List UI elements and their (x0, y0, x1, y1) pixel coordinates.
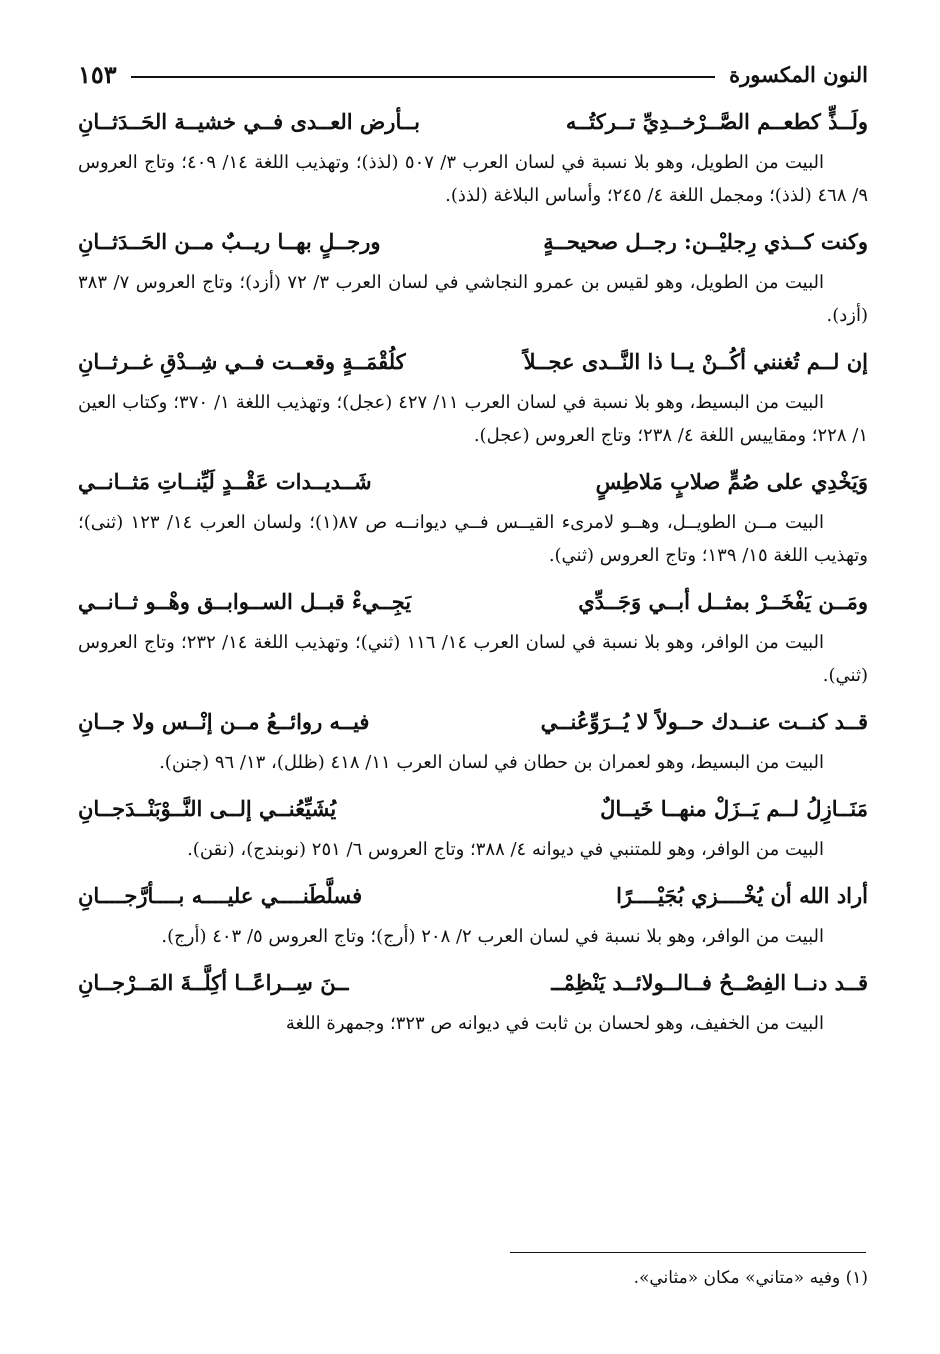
verse-note: البيت من البسيط، وهو بلا نسبة في لسان العرب ١١/ ٤٢٧ (عجل)؛ وتهذيب اللغة ١/ ٣٧٠؛ وكتاب العين ١/ ٢٢٨؛ ومقاييس اللغة ٤/ ٢٣٨؛ وتاج العروس (عجل). (78, 392, 868, 446)
verse-line (78, 874, 868, 920)
verse-line (78, 961, 868, 1007)
page-header (78, 56, 868, 92)
verse-entry (78, 700, 868, 779)
second-hemistich: بــأرض العــدى فــي خشيــة الحَــدَثــانِ (78, 109, 420, 134)
first-hemistich: قــد دنــا الفِصْــحُ فــالــولائــد يَنْظِمْــ (551, 970, 868, 995)
second-hemistich: فسلَّطَنــــي عليــــه بــــأرَّجــــانِ (78, 883, 363, 908)
verse-line (78, 340, 868, 386)
verse-line (78, 700, 868, 746)
footnote-rule (510, 1252, 866, 1253)
first-hemistich: وَيَخْدِي على صُمٍّ صلابٍ مَلاطِسٍ (595, 469, 868, 494)
second-hemistich: كلُقْمَــةٍ وقعــت فــي شِــدْقِ غــرثــانِ (78, 349, 406, 374)
verse-entry (78, 460, 868, 572)
verse-line (78, 460, 868, 506)
second-hemistich: ورجــلٍ بهــا ريــبٌ مــن الحَــدَثــانِ (78, 229, 381, 254)
second-hemistich: يَجِــيءْ قبــل الســوابــق وهْــو ثــانــي (78, 589, 412, 614)
verse-note: البيت مــن الطويــل، وهــو لامرىء القيــس فــي ديوانــه ص ٨٧(١)؛ ولسان العرب ١٤/ ١٢٣ (ثنى)؛ وتهذيب اللغة ١٥/ ١٣٩؛ وتاج العروس (ثني). (78, 512, 868, 566)
page-number: ١٥٣ (78, 59, 117, 89)
verse-entry (78, 100, 868, 212)
first-hemistich: مَنَــازِلُ لــم يَــزَلْ منهــا خَيــالٌ (600, 796, 868, 821)
verse-entry (78, 580, 868, 692)
second-hemistich: فيــه روائــعُ مــن إنْــس ولا جــانِ (78, 709, 370, 734)
verse-note: البيت من الوافر، وهو للمتنبي في ديوانه ٤/ ٣٨٨؛ وتاج العروس ٦/ ٢٥١ (نوبندج)، (نقن). (187, 839, 824, 860)
page (78, 56, 868, 1040)
verse-note: البيت من الطويل، وهو لقيس بن عمرو النجاشي في لسان العرب ٣/ ٧٢ (أزد)؛ وتاج العروس ٧/ ٣٨٣ (أزد). (78, 272, 868, 326)
verse-entry (78, 340, 868, 452)
verse-line (78, 100, 868, 146)
second-hemistich: شَــديــدات عَقْــدٍ لَيِّنــاتِ مَثــانــي (78, 469, 372, 494)
second-hemistich: يُشَيِّعُنــي إلــى النَّــوْبَنْــدَجــانِ (78, 796, 337, 821)
header-rule (131, 76, 715, 78)
first-hemistich: إن لــم تُغنني أكُــنْ يــا ذا النَّــدى عجــلاً (523, 349, 868, 374)
verse-note: البيت من الطويل، وهو بلا نسبة في لسان العرب ٣/ ٥٠٧ (لذذ)؛ وتهذيب اللغة ١٤/ ٤٠٩؛ وتاج العروس ٩/ ٤٦٨ (لذذ)؛ ومجمل اللغة ٤/ ٢٤٥؛ وأساس البلاغة (لذذ). (78, 152, 868, 206)
verse-line (78, 220, 868, 266)
first-hemistich: ولَــذٍّ كطعــم الصَّــرْخــدِيِّ تــركتُــه (565, 109, 868, 134)
first-hemistich: وكنت كــذي رِجليْــن: رجــل صحيحــةٍ (543, 229, 868, 254)
running-title: النون المكسورة (729, 61, 868, 87)
verse-note: البيت من الخفيف، وهو لحسان بن ثابت في ديوانه ص ٣٢٣؛ وجمهرة اللغة (285, 1013, 824, 1034)
verse-entry (78, 787, 868, 866)
verse-entry (78, 961, 868, 1040)
first-hemistich: أراد الله أن يُخْــــزي بُجَيْــــرًا (616, 883, 868, 908)
footnote: (١) وفيه «متاني» مكان «مثاني». (633, 1268, 868, 1288)
verse-note: البيت من الوافر، وهو بلا نسبة في لسان العرب ٢/ ٢٠٨ (أرج)؛ وتاج العروس ٥/ ٤٠٣ (أرج). (161, 926, 824, 947)
verse-note: البيت من الوافر، وهو بلا نسبة في لسان العرب ١٤/ ١١٦ (ثني)؛ وتهذيب اللغة ١٤/ ٢٣٢؛ وتاج العروس (ثني). (78, 632, 868, 686)
verse-line (78, 787, 868, 833)
verse-line (78, 580, 868, 626)
first-hemistich: ومَــن يَفْخَــرْ بمثــل أبــي وَجَــدِّي (578, 589, 868, 614)
second-hemistich: ــنَ سِــراعًــا أكِلَّــةَ المَــرْجــانِ (78, 970, 349, 995)
verse-note: البيت من البسيط، وهو لعمران بن حطان في لسان العرب ١١/ ٤١٨ (ظلل)، ١٣/ ٩٦ (جنن). (159, 752, 824, 773)
verse-entry (78, 874, 868, 953)
first-hemistich: قــد كنــت عنــدك حــولاً لا يُــرَوِّعُنــي (540, 709, 868, 734)
verse-entry (78, 220, 868, 332)
